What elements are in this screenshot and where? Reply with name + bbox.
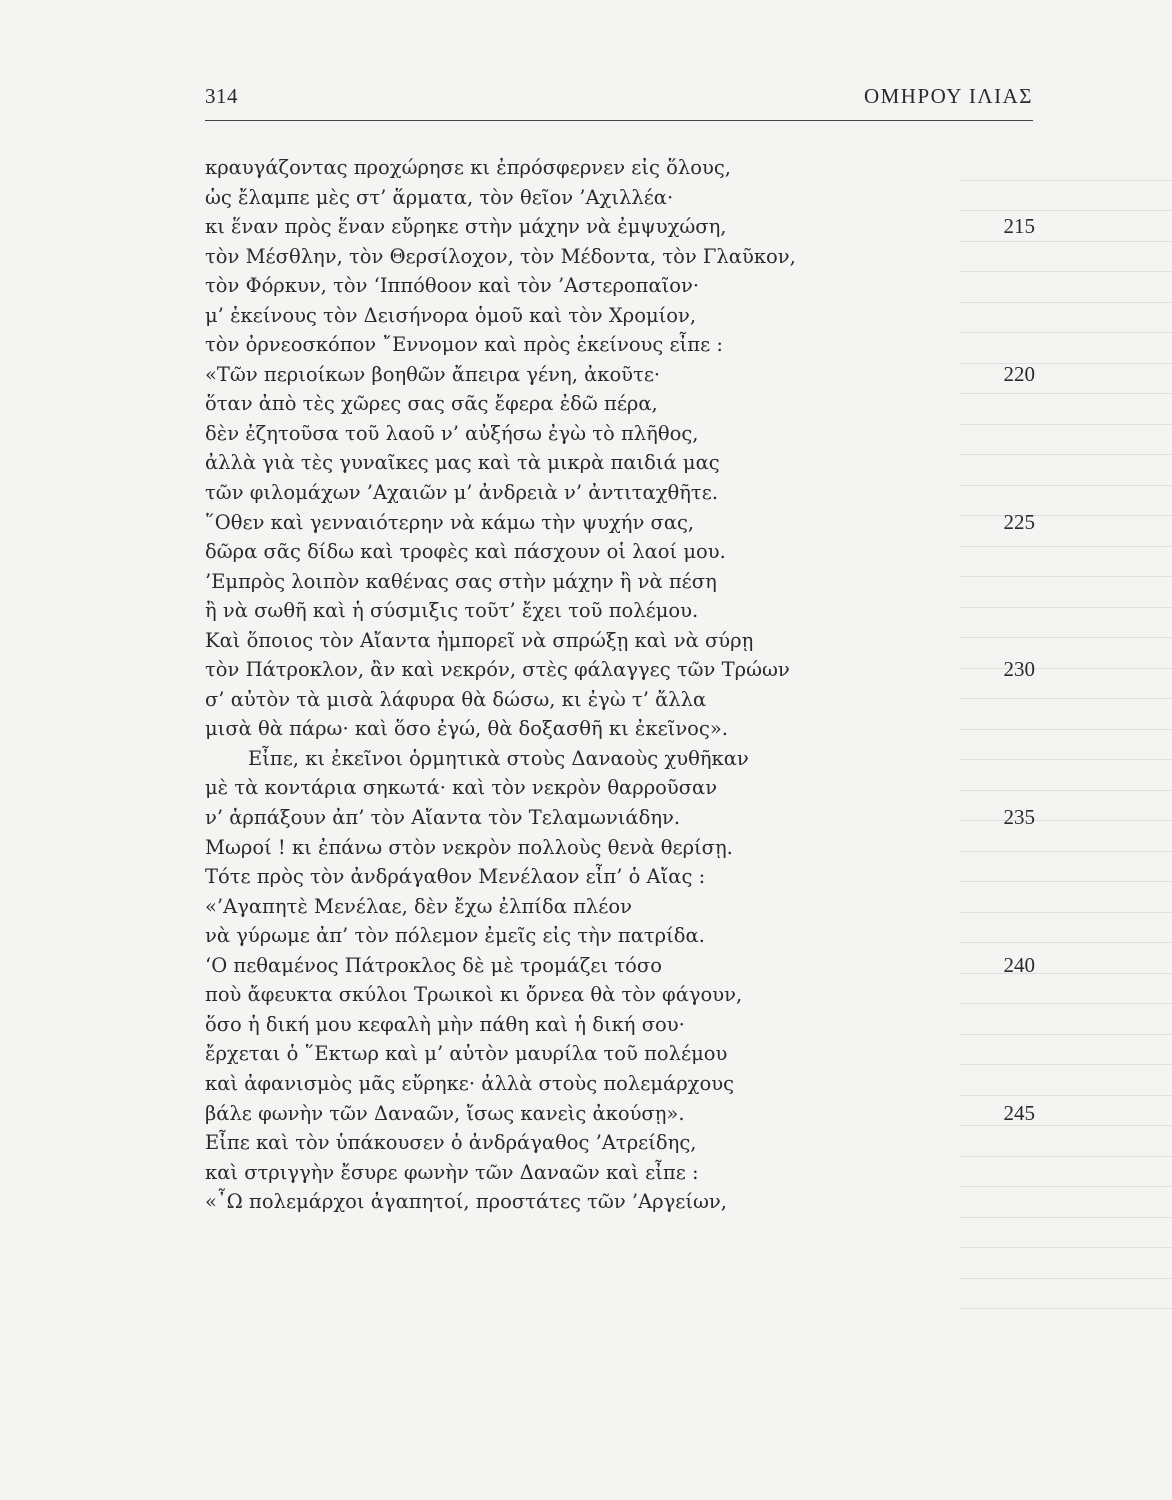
verse-line bbox=[205, 271, 1035, 301]
verse-text: Μωροί ! κι ἐπάνω στὸν νεκρὸν πολλοὺς θενὰ θερίσῃ. bbox=[205, 835, 733, 859]
line-number: 225 bbox=[1003, 509, 1035, 534]
verse-line bbox=[205, 1128, 1035, 1158]
verse-text: «Τῶν περιοίκων βοηθῶν ἄπειρα γένη, ἀκοῦτε· bbox=[205, 362, 661, 386]
verse-line bbox=[205, 183, 1035, 213]
verse-line bbox=[205, 862, 1035, 892]
verse-text: ὅταν ἀπὸ τὲς χῶρες σας σᾶς ἔφερα ἐδῶ πέρα, bbox=[205, 392, 658, 416]
verse-line bbox=[205, 921, 1035, 951]
verse-text: καὶ στριγγὴν ἔσυρε φωνὴν τῶν Δαναῶν καὶ εἶπε : bbox=[205, 1160, 699, 1184]
verse-text: «’Αγαπητὲ Μενέλαε, δὲν ἔχω ἐλπίδα πλέον bbox=[205, 894, 632, 918]
verse-line bbox=[205, 1158, 1035, 1188]
verse-line bbox=[205, 1039, 1035, 1069]
verse-text: κι ἕναν πρὸς ἕναν εὔρηκε στὴν μάχην νὰ ἐμψυχώση, bbox=[205, 215, 727, 239]
verse-line bbox=[205, 537, 1035, 567]
verse-line bbox=[205, 360, 1035, 390]
line-number: 220 bbox=[1003, 361, 1035, 386]
verse-line bbox=[205, 980, 1035, 1010]
verse-text: μισὰ θὰ πάρω· καὶ ὅσο ἐγώ, θὰ δοξασθῆ κι ἐκεῖνος». bbox=[205, 717, 728, 741]
verse-line bbox=[205, 596, 1035, 626]
line-number: 235 bbox=[1003, 805, 1035, 830]
verse-text: τὸν Μέσθλην, τὸν Θερσίλοχον, τὸν Μέδοντα, τὸν Γλαῦκον, bbox=[205, 244, 796, 268]
verse-text: ὅσο ἡ δική μου κεφαλὴ μὴν πάθη καὶ ἡ δική σου· bbox=[205, 1012, 685, 1036]
verse-text: μὲ τὰ κοντάρια σηκωτά· καὶ τὸν νεκρὸν θαρροῦσαν bbox=[205, 776, 718, 800]
verse-line bbox=[205, 508, 1035, 538]
verse-block bbox=[205, 153, 1035, 1217]
verse-line bbox=[205, 1069, 1035, 1099]
verse-line bbox=[205, 744, 1035, 774]
verse-line bbox=[205, 478, 1035, 508]
verse-text: Τότε πρὸς τὸν ἀνδράγαθον Μενέλαον εἶπ’ ὁ Αἴας : bbox=[205, 865, 706, 889]
verse-text: σ’ αὐτὸν τὰ μισὰ λάφυρα θὰ δώσω, κι ἐγὼ τ’ ἄλλα bbox=[205, 687, 707, 711]
verse-text: τῶν φιλομάχων ’Αχαιῶν μ’ ἀνδρειὰ ν’ ἀντιταχθῆτε. bbox=[205, 481, 719, 505]
verse-text: βάλε φωνὴν τῶν Δαναῶν, ἴσως κανεὶς ἀκούσῃ». bbox=[205, 1101, 685, 1125]
line-number: 240 bbox=[1003, 952, 1035, 977]
verse-line bbox=[205, 714, 1035, 744]
verse-line bbox=[205, 1099, 1035, 1129]
verse-text: ἀλλὰ γιὰ τὲς γυναῖκες μας καὶ τὰ μικρὰ παιδιά μας bbox=[205, 451, 720, 475]
verse-line bbox=[205, 892, 1035, 922]
verse-text: ‘Ο πεθαμένος Πάτροκλος δὲ μὲ τρομάζει τόσο bbox=[205, 953, 662, 977]
verse-line bbox=[205, 389, 1035, 419]
verse-text: καὶ ἀφανισμὸς μᾶς εὔρηκε· ἀλλὰ στοὺς πολεμάρχους bbox=[205, 1071, 735, 1095]
verse-text: ν’ ἁρπάξουν ἀπ’ τὸν Αἴαντα τὸν Τελαμωνιάδην. bbox=[205, 806, 681, 830]
verse-line bbox=[205, 212, 1035, 242]
bleed-line bbox=[960, 1279, 1172, 1310]
verse-text: Εἶπε καὶ τὸν ὑπάκουσεν ὁ ἀνδράγαθος ’Ατρείδης, bbox=[205, 1131, 697, 1155]
verse-line bbox=[205, 567, 1035, 597]
running-title: ΟΜΗΡΟΥ ΙΛΙΑΣ bbox=[863, 84, 1033, 108]
verse-line bbox=[205, 1187, 1035, 1217]
line-number: 215 bbox=[1003, 214, 1035, 239]
verse-line bbox=[205, 626, 1035, 656]
verse-line bbox=[205, 685, 1035, 715]
bleed-line bbox=[960, 1248, 1172, 1279]
verse-text: ’Εμπρὸς λοιπὸν καθένας σας στὴν μάχην ἢ νὰ πέση bbox=[205, 569, 717, 593]
verse-text: κραυγάζοντας προχώρησε κι ἐπρόσφερνεν εἰς ὅλους, bbox=[205, 156, 731, 179]
verse-text: τὸν Πάτροκλον, ἂν καὶ νεκρόν, στὲς φάλαγγες τῶν Τρώων bbox=[205, 658, 790, 682]
verse-line bbox=[205, 655, 1035, 685]
verse-line bbox=[205, 833, 1035, 863]
verse-line bbox=[205, 301, 1035, 331]
verse-text: τὸν ὀρνεοσκόπον ῎Εννομον καὶ πρὸς ἐκείνους εἶπε : bbox=[205, 333, 723, 357]
line-number: 230 bbox=[1003, 657, 1035, 682]
page-number: 314 bbox=[205, 84, 238, 108]
verse-text: Εἶπε, κι ἐκεῖνοι ὁρμητικὰ στοὺς Δαναοὺς χυθῆκαν bbox=[248, 746, 749, 770]
bleed-line bbox=[960, 1218, 1172, 1249]
verse-text: ὡς ἔλαμπε μὲς στ’ ἅρματα, τὸν θεῖον ’Αχιλλέα· bbox=[205, 185, 674, 209]
verse-text: ἔρχεται ὁ ῞Εκτωρ καὶ μ’ αὐτὸν μαυρίλα τοῦ πολέμου bbox=[205, 1042, 728, 1066]
verse-text: ἢ νὰ σωθῆ καὶ ἡ σύσμιξις τοῦτ’ ἔχει τοῦ πολέμου. bbox=[205, 599, 699, 623]
verse-text: Καὶ ὅποιος τὸν Αἴαντα ἠμπορεῖ νὰ σπρώξῃ καὶ νὰ σύρῃ bbox=[205, 628, 754, 652]
header-rule bbox=[205, 120, 1033, 121]
verse-line bbox=[205, 448, 1035, 478]
verse-line bbox=[205, 1010, 1035, 1040]
verse-text: μ’ ἐκείνους τὸν Δεισήνορα ὁμοῦ καὶ τὸν Χρομίον, bbox=[205, 303, 697, 327]
verse-text: δὲν ἐζητοῦσα τοῦ λαοῦ ν’ αὐξήσω ἐγὼ τὸ πλῆθος, bbox=[205, 421, 699, 445]
verse-text: δῶρα σᾶς δίδω καὶ τροφὲς καὶ πάσχουν οἱ λαοί μου. bbox=[205, 540, 726, 564]
verse-text: ῞Οθεν καὶ γενναιότερην νὰ κάμω τὴν ψυχήν σας, bbox=[205, 510, 695, 534]
verse-text: «῏Ω πολεμάρχοι ἀγαπητοί, προστάτες τῶν ’Αργείων, bbox=[205, 1190, 727, 1214]
line-number: 245 bbox=[1003, 1100, 1035, 1125]
verse-line bbox=[205, 803, 1035, 833]
verse-text: ποὺ ἄφευκτα σκύλοι Τρωικοὶ κι ὄρνεα θὰ τὸν φάγουν, bbox=[205, 983, 743, 1007]
verse-line bbox=[205, 242, 1035, 272]
verse-text: νὰ γύρωμε ἀπ’ τὸν πόλεμον ἐμεῖς εἰς τὴν πατρίδα. bbox=[205, 924, 705, 948]
verse-line bbox=[205, 330, 1035, 360]
verse-text: τὸν Φόρκυν, τὸν ‘Ιππόθοον καὶ τὸν ’Αστεροπαῖον· bbox=[205, 274, 700, 298]
page-header bbox=[205, 76, 1033, 112]
verse-line bbox=[205, 153, 1035, 183]
verse-line bbox=[205, 419, 1035, 449]
verse-line bbox=[205, 773, 1035, 803]
verse-line bbox=[205, 951, 1035, 981]
